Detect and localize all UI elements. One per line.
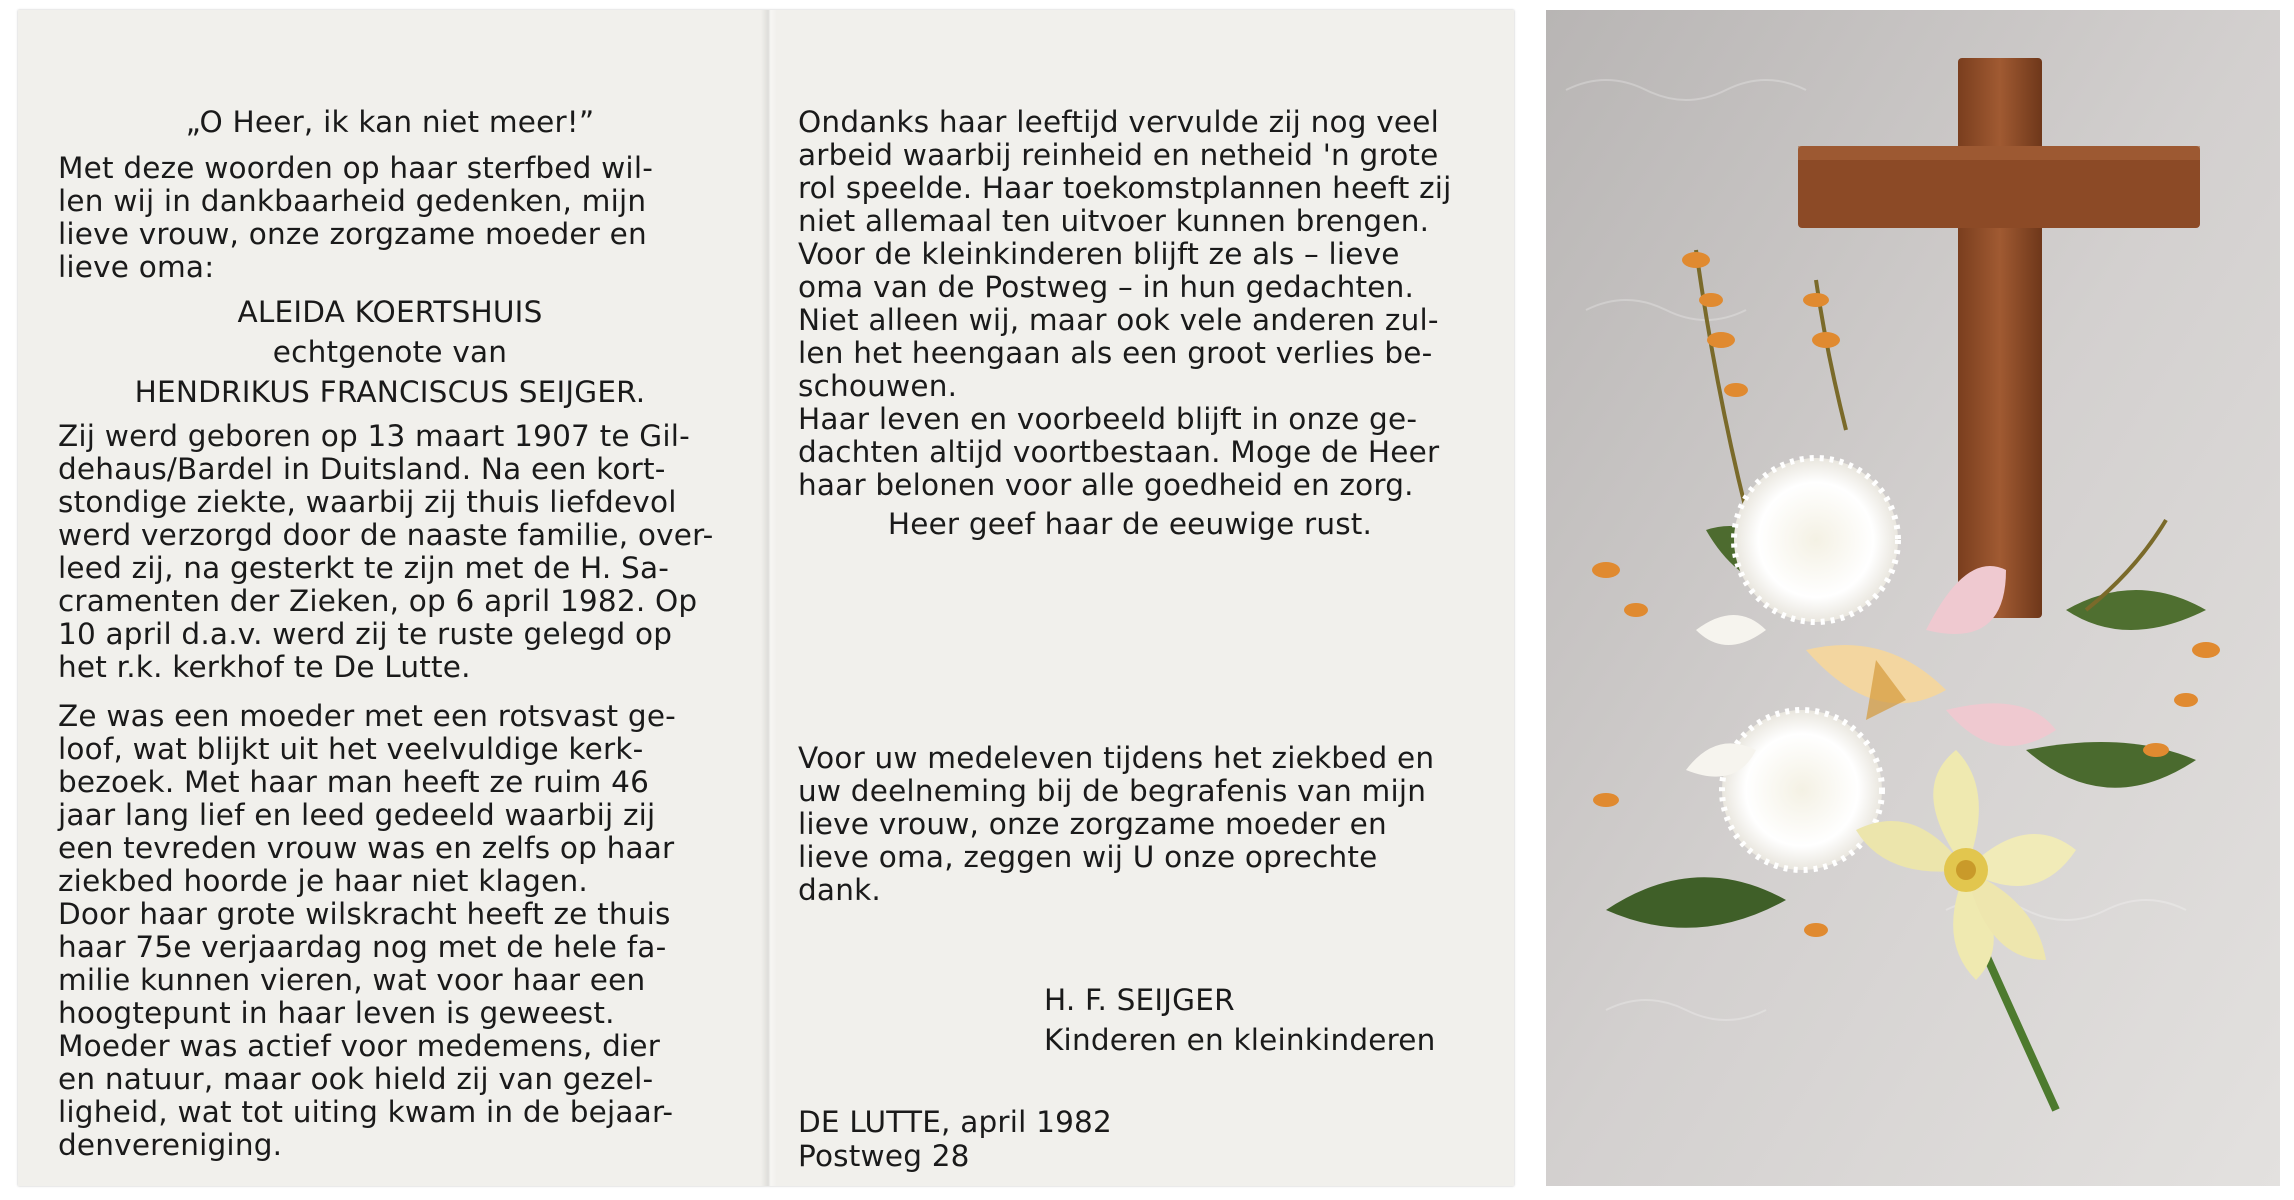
signature-family: Kinderen en kleinkinderen — [1044, 1023, 1436, 1057]
spouse-name: HENDRIKUS FRANCISCUS SEIJGER. — [134, 375, 646, 409]
cross-flowers-illustration — [1546, 10, 2280, 1186]
card-fold — [761, 10, 777, 1186]
address: Postweg 28 — [798, 1139, 970, 1173]
deceased-name: ALEIDA KOERTSHUIS — [237, 295, 543, 329]
faith-text: Ze was een moeder met een rotsvast ge- loof, wat blijkt uit het veelvuldige kerk- bezoek. Met haar man heeft ze ruim 46 jaar lang lief en leed gedeeld waarbij zij een tevreden vrouw was en zelfs op haar ziekbed hoorde je haar niet klagen. Door haar grote wilskracht heeft ze thuis haar 75e verjaardag nog met de hele fa- milie kunnen vieren, wat voor haar een hoogtepunt in haar leven is geweest. Moeder was actief voor medemens, dier en natuur, maar ook hield zij van gezel- ligheid, wat tot uiting kwam in de bejaar- denvereniging. — [58, 699, 677, 1162]
cross-flowers-photo — [1546, 10, 2280, 1186]
place-date: DE LUTTE, april 1982 — [798, 1105, 1112, 1139]
opening-quote: „O Heer, ik kan niet meer!” — [185, 105, 595, 139]
signature-name: H. F. SEIJGER — [1044, 983, 1235, 1017]
intro-text: Met deze woorden op haar sterfbed wil- len wij in dankbaarheid gedenken, mijn lieve vrouw, onze zorgzame moeder en lieve oma: — [58, 151, 654, 284]
work-text: Ondanks haar leeftijd vervulde zij nog veel arbeid waarbij reinheid en netheid 'n grote rol speelde. Haar toekomstplannen heeft zij niet allemaal ten uitvoer kunnen brengen. Voor de kleinkinderen blijft ze als – lieve oma van de Postweg – in hun gedachten. Niet alleen wij, maar ook vele anderen zul- len het heengaan als een groot verlies be- schouwen. Haar leven en voorbeeld blijft in onze ge- dachten altijd voortbestaan. Moge de Heer haar belonen voor alle goedheid en zorg. — [798, 105, 1452, 502]
biography-text: Zij werd geboren op 13 maart 1907 te Gil- dehaus/Bardel in Duitsland. Na een kort- stondige ziekte, waarbij zij thuis liefdevol werd verzorgd door de naaste familie, over- leed zij, na gesterkt te zijn met de H. Sa- cramenten der Zieken, op 6 april 1982. Op 10 april d.a.v. werd zij te ruste gelegd op het r.k. kerkhof te De Lutte. — [58, 419, 714, 684]
spouse-prefix: echtgenote van — [272, 335, 508, 369]
memorial-card — [18, 10, 1514, 1186]
prayer-line: Heer geef haar de eeuwige rust. — [887, 507, 1373, 541]
thanks-text: Voor uw medeleven tijdens het ziekbed en uw deelneming bij de begrafenis van mijn lieve vrouw, onze zorgzame moeder en lieve oma, zeggen wij U onze oprechte dank. — [798, 741, 1435, 907]
